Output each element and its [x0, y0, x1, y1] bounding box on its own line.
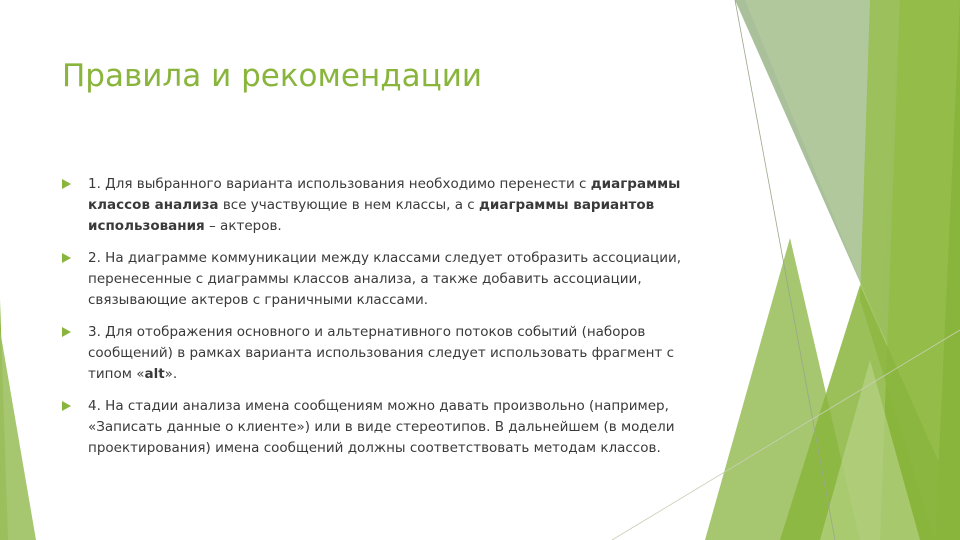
bullet-1-bold-usecase-diagram: диаграммы вариантов использования: [88, 197, 655, 234]
triangle-right-icon: [62, 253, 71, 263]
bullet-3-text-b: ».: [164, 366, 178, 382]
bullet-list: [62, 174, 722, 470]
triangle-right-icon: [62, 401, 71, 411]
triangle-right-icon: [62, 327, 71, 337]
bullet-1-text-c: – актеров.: [204, 218, 282, 234]
bullet-item-2: [62, 248, 722, 311]
bullet-item-3: [62, 322, 722, 385]
bullet-4-text: 4. На стадии анализа имена сообщениям можно давать произвольно (например, «Записать данные о клиенте») или в виде стереотипов. В дальнейшем (в модели проектирования) имена сообщений должны соответствовать методам классов.: [88, 398, 675, 456]
bullet-item-4: [62, 396, 722, 459]
slide-title: Правила и рекомендации: [62, 58, 483, 94]
bullet-2-text: 2. На диаграмме коммуникации между классами следует отобразить ассоциации, перенесенные с диаграммы классов анализа, а также добавить ассоциации, связывающие актеров с граничными классами.: [88, 250, 682, 308]
bullet-1-text-b: все участвующие в нем классы, а с: [218, 197, 479, 213]
triangle-right-icon: [62, 179, 71, 189]
bullet-3-text-a: 3. Для отображения основного и альтернативного потоков событий (наборов сообщений) в рамках варианта использования следует использовать фрагмент с типом «: [88, 324, 675, 382]
bullet-1-text-a: 1. Для выбранного варианта использования необходимо перенести с: [88, 176, 591, 192]
bullet-item-1: [62, 174, 722, 237]
bullet-3-bold-alt: alt: [144, 366, 165, 382]
bullet-1-bold-class-diagram: диаграммы классов анализа: [88, 176, 681, 213]
facet-left-sliver: [0, 330, 36, 540]
